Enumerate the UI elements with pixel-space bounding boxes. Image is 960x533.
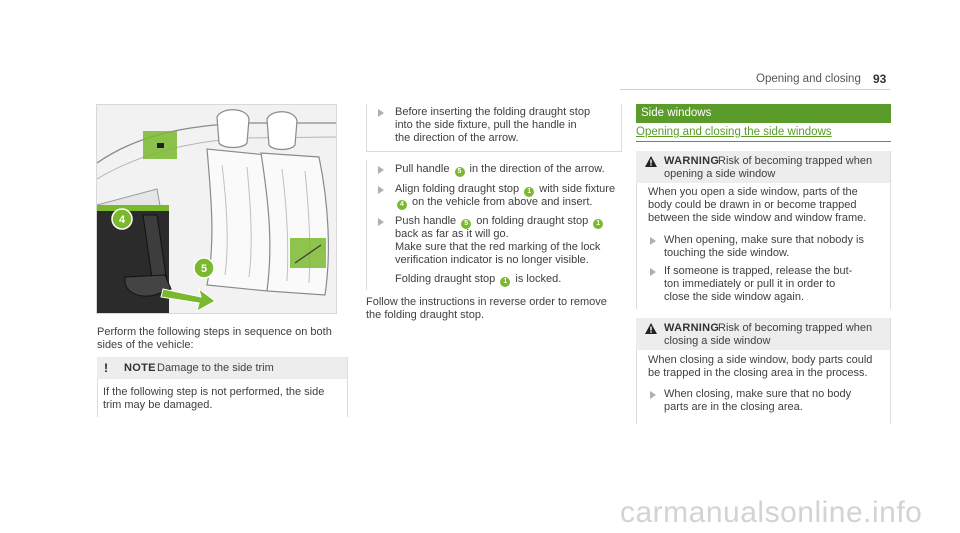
callout-ref-4: 4 <box>397 200 407 210</box>
section-heading <box>636 104 891 123</box>
warning-2-label: WARNING <box>664 322 720 334</box>
step-1: Pull handle 5 in the direction of the arrow. <box>395 163 605 175</box>
bullet-arrow-icon <box>650 268 656 276</box>
callout-ref-5: 5 <box>455 167 465 177</box>
warning-2-body-1: When closing a side window, body parts could <box>648 354 873 366</box>
warning-1-title-1: Risk of becoming trapped when <box>718 155 873 167</box>
callout-ref-5: 5 <box>461 219 471 229</box>
warning-1-bullet-1a: When opening, make sure that nobody is <box>664 234 864 246</box>
header-rule <box>620 89 890 90</box>
warning-1-bullet-2a: If someone is trapped, release the but- <box>664 265 853 277</box>
warning-1-bullet-2b: ton immediately or pull it in order to <box>664 278 836 290</box>
step-before-3: the direction of the arrow. <box>395 132 519 144</box>
step-box-left <box>366 104 367 152</box>
warning-2-title-1: Risk of becoming trapped when <box>718 322 873 334</box>
warning-1-title-2: opening a side window <box>664 168 776 180</box>
step-2-line-2: 4 on the vehicle from above and insert. <box>395 196 592 210</box>
header-title: Opening and closing <box>756 73 861 85</box>
warning-1-bullet-1b: touching the side window. <box>664 247 790 259</box>
warning-triangle-icon <box>645 323 657 334</box>
step-3-line-3: Make sure that the red marking of the lock <box>395 241 601 253</box>
warning-2-title-2: closing a side window <box>664 335 771 347</box>
page-number: 93 <box>873 72 887 86</box>
watermark: carmanualsonline.info <box>620 496 923 529</box>
note-right-border <box>347 357 348 417</box>
callout-ref-1: 1 <box>593 219 603 229</box>
warning-1-body-3: between the side window and window frame. <box>648 212 867 224</box>
follow-line-1: Follow the instructions in reverse order to remove <box>366 296 607 308</box>
note-body-2: trim may be damaged. <box>103 399 213 411</box>
callout-5: 5 <box>200 263 208 275</box>
steps-rule <box>366 160 367 290</box>
step-3-line-2: back as far as it will go. <box>395 228 509 240</box>
step-before-2: into the side fixture, pull the handle in <box>395 119 577 131</box>
note-label: NOTE <box>124 362 156 374</box>
step-3-line-1: Push handle 5 on folding draught stop 1 <box>395 215 605 229</box>
warning-2-right-border <box>890 318 891 424</box>
warning-1-bullet-2c: close the side window again. <box>664 291 805 303</box>
warning-1-left-border <box>636 183 637 309</box>
note-body-1: If the following step is not performed, the side <box>103 386 325 398</box>
warning-1-body-2: body could be drawn in or become trapped <box>648 199 857 211</box>
follow-line-2: the folding draught stop. <box>366 309 485 321</box>
note-icon: ! <box>104 361 108 375</box>
section-title: Side windows <box>641 107 712 119</box>
bullet-arrow-icon <box>378 186 384 194</box>
intro-line-1: Perform the following steps in sequence on both <box>97 326 332 338</box>
figure-seat-draught-stop <box>96 104 337 314</box>
step-before-1: Before inserting the folding draught stop <box>395 106 591 118</box>
warning-2-body-2: be trapped in the closing area in the process. <box>648 367 868 379</box>
step-3-line-4: verification indicator is no longer visible. <box>395 254 589 266</box>
bullet-arrow-icon <box>378 218 384 226</box>
intro-line-2: sides of the vehicle: <box>97 339 194 351</box>
warning-1-label: WARNING <box>664 155 720 167</box>
subsection-heading: Opening and closing the side windows <box>636 126 832 138</box>
subsection-rule <box>636 141 891 142</box>
bullet-arrow-icon <box>650 237 656 245</box>
step-box-bottom <box>366 151 621 152</box>
note-title: Damage to the side trim <box>157 362 274 374</box>
warning-1-body-1: When you open a side window, parts of the <box>648 186 858 198</box>
warning-2-bullet-1a: When closing, make sure that no body <box>664 388 852 400</box>
warning-2-left-border <box>636 350 637 424</box>
bullet-arrow-icon <box>650 391 656 399</box>
warning-triangle-icon <box>645 156 657 167</box>
bullet-arrow-icon <box>378 166 384 174</box>
warning-2-bullet-1b: parts are in the closing area. <box>664 401 803 413</box>
callout-ref-1: 1 <box>500 277 510 287</box>
warning-1-right-border <box>890 151 891 309</box>
note-left-border <box>97 379 98 417</box>
step-box-right <box>621 104 622 152</box>
step-2-line-1: Align folding draught stop 1 with side fixture <box>395 183 616 195</box>
bullet-arrow-icon <box>378 109 384 117</box>
step-3-line-5: Folding draught stop 1 is locked. <box>395 273 562 285</box>
callout-ref-1: 1 <box>524 187 534 197</box>
callout-4: 4 <box>118 214 126 226</box>
